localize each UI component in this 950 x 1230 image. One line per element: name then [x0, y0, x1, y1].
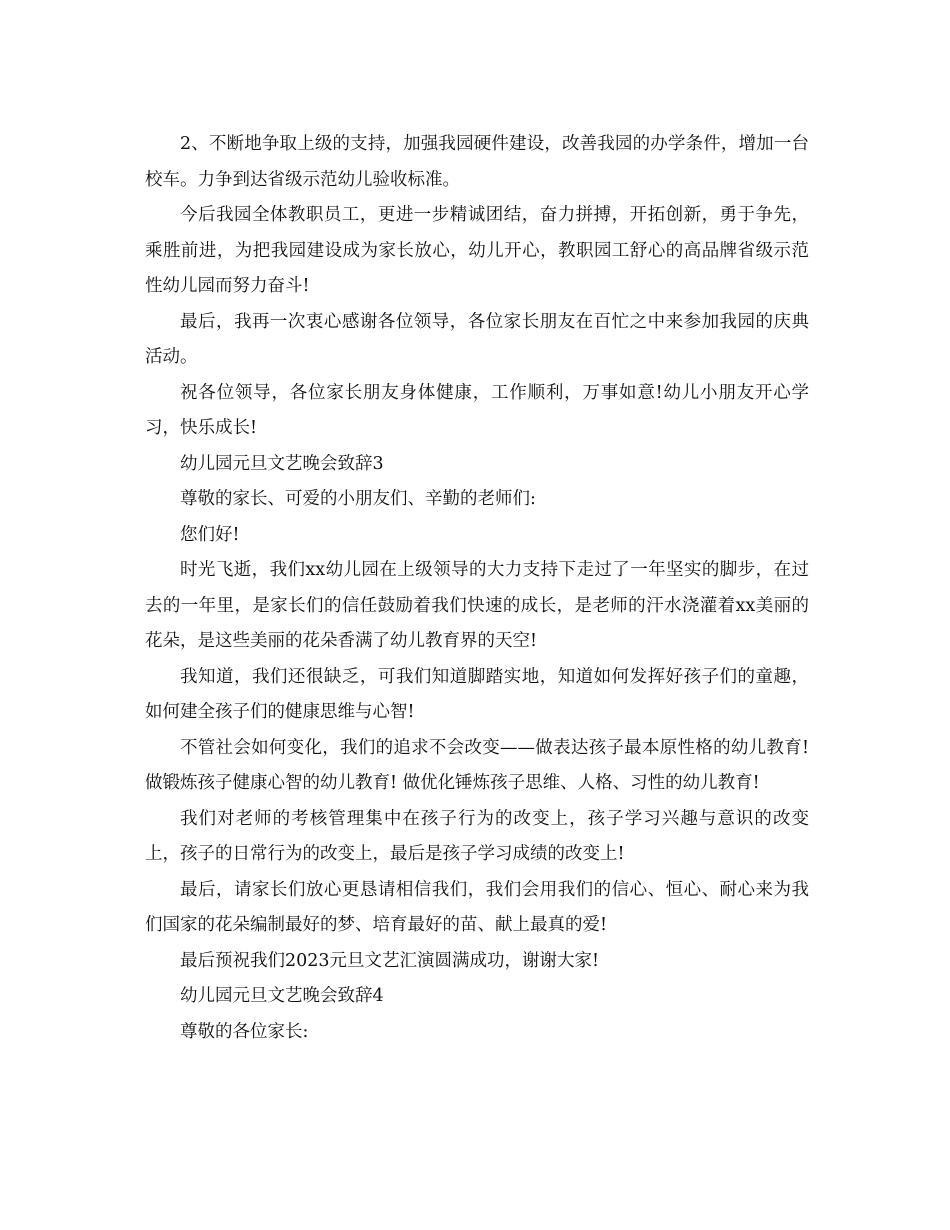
salutation-2: 尊敬的各位家长: — [180, 1021, 309, 1042]
paragraph-4: 祝各位领导，各位家长朋友身体健康，工作顺利，万事如意!幼儿小朋友开心学习，快乐成长! — [145, 382, 809, 438]
paragraph-8: 我们对老师的考核管理集中在孩子行为的改变上，孩子学习兴趣与意识的改变上，孩子的日常行为的改变上，最后是孩子学习成绩的改变上! — [145, 808, 809, 864]
paragraph-10: 最后预祝我们2023元旦文艺汇演圆满成功，谢谢大家! — [180, 950, 600, 971]
paragraph-9: 最后，请家长们放心更恳请相信我们，我们会用我们的信心、恒心、耐心来为我们国家的花朵编制最好的梦、培育最好的苗、献上最真的爱! — [145, 879, 809, 935]
section-heading-3: 幼儿园元旦文艺晚会致辞3 — [180, 453, 384, 474]
greeting: 您们好! — [180, 524, 240, 545]
paragraph-3: 最后，我再一次衷心感谢各位领导，各位家长朋友在百忙之中来参加我园的庆典活动。 — [145, 311, 809, 367]
paragraph-6: 我知道，我们还很缺乏，可我们知道脚踏实地，知道如何发挥好孩子们的童趣，如何建全孩子们的健康思维与心智! — [145, 666, 809, 722]
paragraph-2: 今后我园全体教职员工，更进一步精诚团结，奋力拼搏，开拓创新，勇于争先，乘胜前进，为把我园建设成为家长放心，幼儿开心，教职园工舒心的高品牌省级示范性幼儿园而努力奋斗! — [145, 205, 809, 296]
document-body — [145, 127, 809, 1050]
salutation: 尊敬的家长、可爱的小朋友们、辛勤的老师们: — [180, 489, 536, 509]
paragraph-7: 不管社会如何变化，我们的追求不会改变——做表达孩子最本原性格的幼儿教育!做锻炼孩子健康心智的幼儿教育! 做优化锤炼孩子思维、人格、习性的幼儿教育! — [145, 737, 809, 793]
paragraph-1: 2、不断地争取上级的支持，加强我园硬件建设，改善我园的办学条件，增加一台校车。力争到达省级示范幼儿验收标准。 — [145, 134, 809, 190]
paragraph-5: 时光飞逝，我们xx幼儿园在上级领导的大力支持下走过了一年坚实的脚步，在过去的一年里，是家长们的信任鼓励着我们快速的成长，是老师的汗水浇灌着xx美丽的花朵，是这些美丽的花朵香满了幼儿教育界的天空! — [145, 560, 809, 651]
section-heading-4: 幼儿园元旦文艺晚会致辞4 — [180, 986, 384, 1006]
